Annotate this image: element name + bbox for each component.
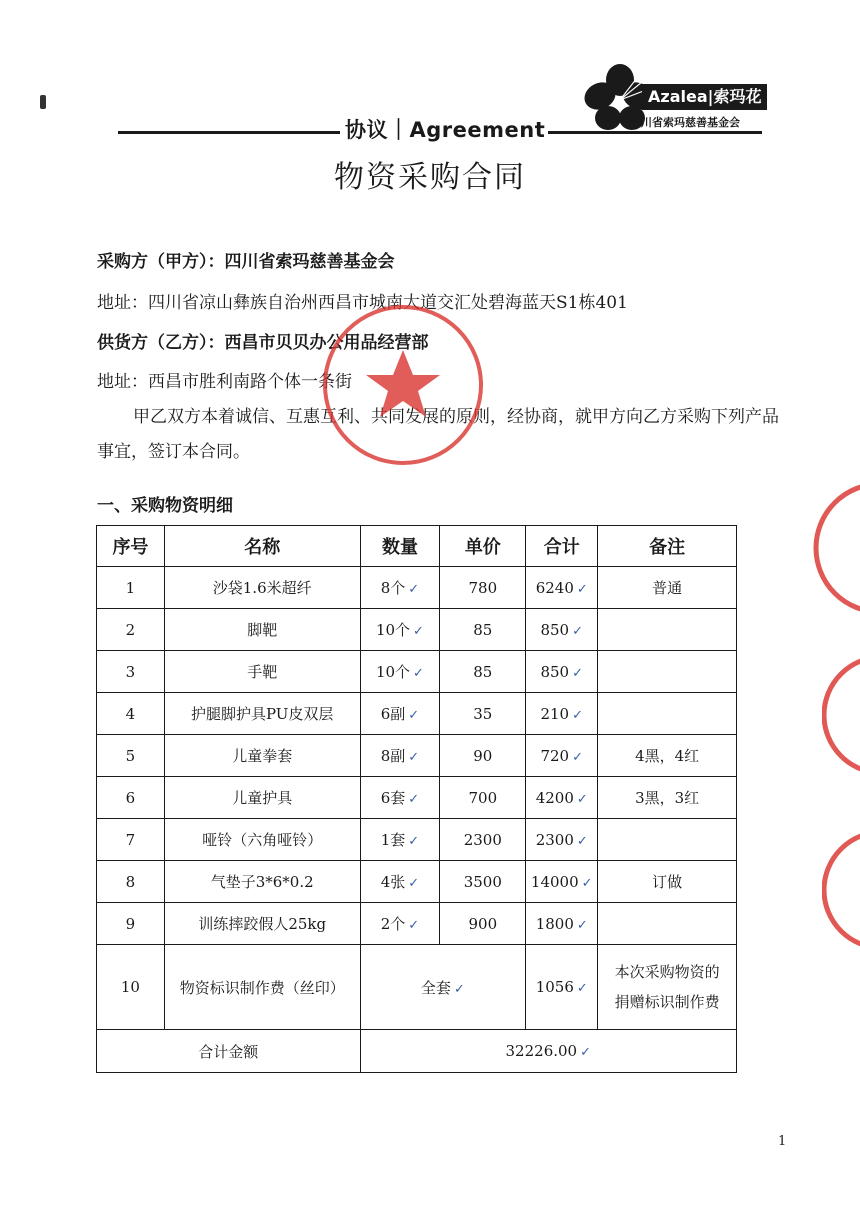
item-name: 脚靶 [164,609,360,651]
check-mark-icon: ✓ [581,875,593,891]
item-name: 训练摔跤假人25kg [164,903,360,945]
check-mark-icon: ✓ [576,791,588,807]
sum-label: 合计金额 [97,1030,361,1073]
item-qty: 8副 ✓ [360,735,440,777]
item-price: 35 [440,693,526,735]
item-price: 90 [440,735,526,777]
section-heading: 一、采购物资明细 [97,496,233,516]
check-mark-icon: ✓ [408,834,420,849]
row-number: 4 [97,693,165,735]
item-qty: 10个 ✓ [360,651,440,693]
partial-seal [822,650,860,780]
item-note [598,651,737,693]
check-mark-icon: ✓ [572,707,583,723]
item-qty: 4张 ✓ [360,861,440,903]
table-row [97,567,737,609]
intro-paragraph: 甲乙双方本着诚信、互惠互利、共同发展的原则，经协商，就甲方向乙方采购下列产品事宜，签订本合同。 [97,407,779,462]
header-cell: 数量 [360,526,440,567]
logo-subtitle: 四川省索玛慈善基金会 [630,116,740,129]
item-qty: 1套 ✓ [360,819,440,861]
item-name: 护腿脚护具PU皮双层 [164,693,360,735]
row-number: 8 [97,861,165,903]
item-name: 物资标识制作费（丝印） [164,945,360,1030]
row-number: 10 [97,945,165,1030]
item-note: 本次采购物资的 捐赠标识制作费 [598,945,737,1030]
check-mark-icon: ✓ [576,917,588,933]
header-rule-left [118,131,340,134]
check-mark-icon: ✓ [408,582,420,597]
item-total: 2300 ✓ [526,819,598,861]
check-mark-icon: ✓ [408,750,420,765]
table-row-10 [97,945,737,1030]
item-total: 850 ✓ [526,651,598,693]
item-total: 1800 ✓ [526,903,598,945]
item-qty: 6副 ✓ [360,693,440,735]
foundation-logo [580,62,770,134]
check-mark-icon: ✓ [572,749,583,765]
table-row [97,693,737,735]
item-note [598,819,737,861]
check-mark-icon: ✓ [576,833,588,849]
item-note [598,903,737,945]
table-row [97,735,737,777]
company-seal [318,300,488,470]
check-mark-icon: ✓ [576,581,588,597]
row-number: 7 [97,819,165,861]
goods-table [96,525,737,1073]
row-number: 5 [97,735,165,777]
scan-artifact [40,95,46,109]
item-note: 4黑，4红 [598,735,737,777]
logo-brand: Azalea|索玛花 [642,84,767,110]
item-price: 85 [440,651,526,693]
header-cell: 备注 [598,526,737,567]
item-total: 720 ✓ [526,735,598,777]
document-title: 物资采购合同 [334,160,526,195]
table-row [97,861,737,903]
item-name: 气垫子3*6*0.2 [164,861,360,903]
check-mark-icon: ✓ [413,666,424,681]
table-row [97,777,737,819]
item-total: 4200 ✓ [526,777,598,819]
table-row [97,903,737,945]
check-mark-icon: ✓ [572,665,583,681]
item-price: 2300 [440,819,526,861]
item-name: 儿童拳套 [164,735,360,777]
item-note: 订做 [598,861,737,903]
item-price: 780 [440,567,526,609]
check-mark-icon: ✓ [408,876,420,891]
partial-seal [822,825,860,955]
item-price: 700 [440,777,526,819]
sum-row [97,1030,737,1073]
buyer-address: 地址：四川省凉山彝族自治州西昌市城南大道交汇处碧海蓝天S1栋401 [97,293,628,313]
item-name: 手靶 [164,651,360,693]
table-row [97,819,737,861]
row-number: 2 [97,609,165,651]
item-note: 3黑，3红 [598,777,737,819]
row-number: 3 [97,651,165,693]
supplier-address: 地址：西昌市胜利南路个体一条街 [97,372,352,392]
row-number: 6 [97,777,165,819]
check-mark-icon: ✓ [408,792,420,807]
header-cell: 序号 [97,526,165,567]
partial-seal [810,478,860,618]
item-qty: 8个 ✓ [360,567,440,609]
check-mark-icon: ✓ [408,708,420,723]
item-qty: 6套 ✓ [360,777,440,819]
qty-price-merged: 全套 ✓ [360,945,526,1030]
supplier-line: 供货方（乙方）：西昌市贝贝办公用品经营部 [97,333,429,353]
item-note [598,609,737,651]
buyer-line: 采购方（甲方）：四川省索玛慈善基金会 [97,252,395,272]
item-total: 210 ✓ [526,693,598,735]
item-total: 850 ✓ [526,609,598,651]
item-note: 普通 [598,567,737,609]
header-cell: 单价 [440,526,526,567]
item-total: 14000 ✓ [526,861,598,903]
header-cell: 名称 [164,526,360,567]
item-name: 哑铃（六角哑铃） [164,819,360,861]
row-number: 1 [97,567,165,609]
page-number: 1 [778,1134,787,1149]
item-total: 6240 ✓ [526,567,598,609]
item-note [598,693,737,735]
sum-value: 32226.00 ✓ [360,1030,736,1073]
check-mark-icon: ✓ [572,623,583,639]
table-row [97,651,737,693]
header-cell: 合计 [526,526,598,567]
item-price: 3500 [440,861,526,903]
row-number: 9 [97,903,165,945]
check-mark-icon: ✓ [408,918,420,933]
item-name: 儿童护具 [164,777,360,819]
item-qty: 2个 ✓ [360,903,440,945]
item-qty: 10个 ✓ [360,609,440,651]
table-row [97,609,737,651]
item-price: 85 [440,609,526,651]
item-total: 1056 ✓ [526,945,598,1030]
header-title: 协议｜Agreement [345,118,546,142]
item-price: 900 [440,903,526,945]
item-name: 沙袋1.6米超纤 [164,567,360,609]
check-mark-icon: ✓ [413,624,424,639]
table-header-row [97,526,737,567]
